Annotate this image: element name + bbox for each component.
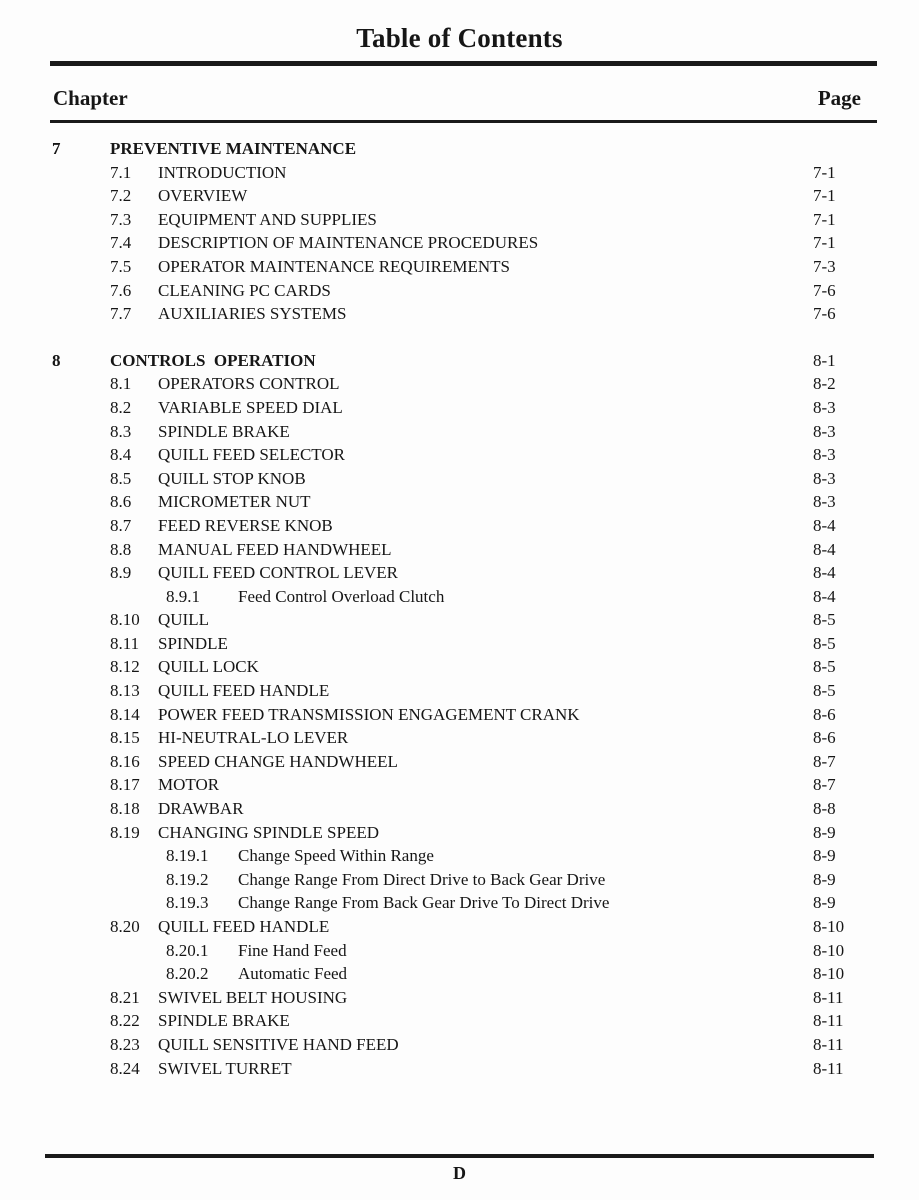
- entry-number: 8.13: [110, 681, 140, 701]
- entry-title: SPINDLE BRAKE: [158, 1011, 290, 1031]
- toc-entry: [50, 279, 877, 303]
- entry-page: 8-11: [813, 1011, 844, 1031]
- toc-entry: [50, 538, 877, 562]
- entry-number: 8.4: [110, 445, 132, 465]
- page-column-header: Page: [817, 86, 861, 110]
- entry-number: 7.5: [110, 256, 132, 276]
- entry-page: 8-4: [813, 563, 836, 583]
- entry-page: 8-5: [813, 657, 836, 677]
- chapter-group: [50, 137, 877, 326]
- entry-title: AUXILIARIES SYSTEMS: [158, 304, 347, 324]
- entry-title: Change Range From Direct Drive to Back Gear Drive: [238, 869, 606, 889]
- entry-title: DRAWBAR: [158, 799, 244, 819]
- entry-number: 8.6: [110, 492, 132, 512]
- entry-number: 8.9.1: [166, 586, 200, 606]
- entry-number: 7.4: [110, 233, 132, 253]
- entry-page: 8-9: [813, 869, 836, 889]
- entry-page: 8-3: [813, 492, 836, 512]
- entry-number: 8.19.3: [166, 893, 209, 913]
- toc-entry: [50, 514, 877, 538]
- toc-entry: [50, 915, 877, 939]
- entry-title: Change Speed Within Range: [238, 846, 434, 866]
- entry-number: 8.5: [110, 468, 132, 488]
- entry-page: 7-1: [813, 209, 836, 229]
- entry-page: 8-10: [813, 917, 845, 936]
- toc-entry: [50, 585, 877, 609]
- entry-number: 8.15: [110, 728, 140, 748]
- entry-title: OVERVIEW: [158, 186, 248, 206]
- toc-list: [50, 123, 877, 1080]
- toc-entry: [50, 632, 877, 656]
- entry-page: 8-1: [813, 350, 836, 370]
- entry-page: 8-3: [813, 468, 836, 488]
- entry-page: 8-5: [813, 633, 836, 653]
- chapter-column-header: Chapter: [53, 86, 128, 110]
- entry-title: QUILL: [158, 610, 209, 630]
- entry-title: Change Range From Back Gear Drive To Direct Drive: [238, 893, 610, 913]
- entry-title: VARIABLE SPEED DIAL: [158, 397, 343, 417]
- column-header-row: [50, 66, 877, 111]
- entry-number: 8.19.2: [166, 869, 209, 889]
- entry-title: OPERATOR MAINTENANCE REQUIREMENTS: [158, 256, 510, 276]
- entry-number: 8.3: [110, 421, 132, 441]
- toc-entry: [50, 396, 877, 420]
- entry-title: QUILL FEED SELECTOR: [158, 445, 345, 465]
- toc-entry: [50, 372, 877, 396]
- entry-page: 8-11: [813, 987, 844, 1007]
- entry-title: MICROMETER NUT: [158, 492, 311, 512]
- entry-number: 8.21: [110, 987, 140, 1007]
- entry-number: 7.3: [110, 209, 132, 229]
- entry-number: 8.17: [110, 775, 140, 795]
- entry-title: QUILL FEED HANDLE: [158, 681, 330, 701]
- entry-number: 8.1: [110, 374, 132, 394]
- entry-number: 8.9: [110, 563, 132, 583]
- entry-page: 8-4: [813, 586, 836, 606]
- entry-number: 8.7: [110, 515, 132, 535]
- entry-page: 7-1: [813, 233, 836, 253]
- toc-entry: [50, 1057, 877, 1081]
- toc-entry: [50, 962, 877, 986]
- entry-number: 8.12: [110, 657, 140, 677]
- toc-entry: [50, 420, 877, 444]
- entry-page: 8-10: [813, 940, 845, 960]
- toc-entry: [50, 302, 877, 326]
- toc-entry: [50, 797, 877, 821]
- page-footer-label: D: [453, 1163, 466, 1183]
- entry-page: 7-1: [813, 162, 836, 182]
- entry-page: 8-9: [813, 893, 836, 913]
- entry-number: 8.10: [110, 610, 140, 630]
- entry-page: 8-10: [813, 964, 845, 984]
- entry-page: 8-5: [813, 610, 836, 630]
- entry-title: SPINDLE BRAKE: [158, 421, 290, 441]
- entry-title: INTRODUCTION: [158, 162, 287, 182]
- entry-title: SPEED CHANGE HANDWHEEL: [158, 751, 398, 771]
- entry-title: Fine Hand Feed: [238, 940, 347, 960]
- entry-title: OPERATORS CONTROL: [158, 374, 340, 394]
- entry-number: 8.2: [110, 397, 132, 417]
- entry-page: 7-1: [813, 186, 836, 206]
- toc-entry: [50, 750, 877, 774]
- toc-entry: [50, 821, 877, 845]
- entry-page: 8-6: [813, 704, 836, 724]
- toc-entry: [50, 703, 877, 727]
- entry-number: 8.23: [110, 1034, 140, 1054]
- toc-entry: [50, 443, 877, 467]
- toc-entry: [50, 561, 877, 585]
- entry-page: 8-4: [813, 515, 836, 535]
- entry-title: QUILL SENSITIVE HAND FEED: [158, 1034, 399, 1054]
- entry-page: 8-7: [813, 775, 836, 795]
- entry-number: 8.22: [110, 1011, 140, 1031]
- entry-page: 8-4: [813, 539, 836, 559]
- entry-number: 8.8: [110, 539, 132, 559]
- entry-number: 7: [52, 139, 61, 158]
- entry-page: 7-3: [813, 256, 836, 276]
- entry-number: 8.14: [110, 704, 140, 724]
- entry-number: 8.20: [110, 917, 140, 936]
- entry-page: 7-6: [813, 280, 836, 300]
- toc-entry: [50, 844, 877, 868]
- entry-title: SWIVEL BELT HOUSING: [158, 987, 348, 1007]
- chapter-group: [50, 349, 877, 1080]
- entry-page: 8-11: [813, 1058, 844, 1078]
- toc-entry: [50, 137, 877, 161]
- entry-title: CHANGING SPINDLE SPEED: [158, 822, 380, 842]
- toc-entry: [50, 986, 877, 1010]
- entry-title: FEED REVERSE KNOB: [158, 515, 333, 535]
- toc-entry: [50, 467, 877, 491]
- entry-page: 8-2: [813, 374, 836, 394]
- entry-title: QUILL FEED HANDLE: [158, 917, 330, 936]
- entry-number: 7.1: [110, 162, 132, 182]
- entry-page: 8-5: [813, 681, 836, 701]
- entry-page: 8-3: [813, 445, 836, 465]
- toc-entry: [50, 349, 877, 373]
- entry-page: 8-11: [813, 1034, 844, 1054]
- entry-number: 8.16: [110, 751, 140, 771]
- entry-title: Automatic Feed: [238, 964, 348, 984]
- toc-entry: [50, 1033, 877, 1057]
- entry-number: 8.20.2: [166, 964, 209, 984]
- toc-entry: [50, 231, 877, 255]
- entry-title: SWIVEL TURRET: [158, 1058, 292, 1078]
- entry-title: MANUAL FEED HANDWHEEL: [158, 539, 392, 559]
- entry-title: HI-NEUTRAL-LO LEVER: [158, 728, 349, 748]
- entry-number: 8.11: [110, 633, 140, 653]
- toc-entry: [50, 655, 877, 679]
- toc-entry: [50, 490, 877, 514]
- entry-title: PREVENTIVE MAINTENANCE: [110, 139, 357, 158]
- entry-title: QUILL FEED CONTROL LEVER: [158, 563, 399, 583]
- entry-number: 8.19: [110, 822, 140, 842]
- entry-title: DESCRIPTION OF MAINTENANCE PROCEDURES: [158, 233, 539, 253]
- toc-entry: [50, 679, 877, 703]
- entry-page: 8-7: [813, 751, 836, 771]
- entry-page: 8-9: [813, 846, 836, 866]
- entry-page: 8-6: [813, 728, 836, 748]
- entry-page: 7-6: [813, 304, 836, 324]
- entry-page: 8-3: [813, 397, 836, 417]
- entry-number: 7.7: [110, 304, 132, 324]
- entry-title: SPINDLE: [158, 633, 228, 653]
- toc-entry: [50, 208, 877, 232]
- toc-entry: [50, 608, 877, 632]
- entry-page: 8-9: [813, 822, 836, 842]
- footer-rule: [45, 1154, 874, 1158]
- toc-entry: [50, 868, 877, 892]
- entry-title: QUILL LOCK: [158, 657, 259, 677]
- toc-entry: [50, 184, 877, 208]
- entry-number: 8: [52, 350, 61, 370]
- toc-entry: [50, 161, 877, 185]
- toc-entry: [50, 891, 877, 915]
- entry-title: Feed Control Overload Clutch: [238, 586, 445, 606]
- entry-title: CLEANING PC CARDS: [158, 280, 331, 300]
- entry-number: 8.20.1: [166, 940, 209, 960]
- toc-entry: [50, 255, 877, 279]
- entry-number: 8.19.1: [166, 846, 209, 866]
- page-title: Table of Contents: [356, 23, 563, 53]
- toc-entry: [50, 726, 877, 750]
- entry-number: 8.18: [110, 799, 140, 819]
- entry-page: 8-3: [813, 421, 836, 441]
- toc-entry: [50, 939, 877, 963]
- entry-number: 7.6: [110, 280, 132, 300]
- entry-number: 7.2: [110, 186, 132, 206]
- entry-title: POWER FEED TRANSMISSION ENGAGEMENT CRANK: [158, 704, 580, 724]
- toc-entry: [50, 1009, 877, 1033]
- entry-number: 8.24: [110, 1058, 140, 1078]
- entry-page: 8-8: [813, 799, 836, 819]
- entry-title: MOTOR: [158, 775, 220, 795]
- entry-title: QUILL STOP KNOB: [158, 468, 306, 488]
- entry-title: EQUIPMENT AND SUPPLIES: [158, 209, 377, 229]
- entry-title: CONTROLS OPERATION: [110, 350, 316, 370]
- toc-entry: [50, 773, 877, 797]
